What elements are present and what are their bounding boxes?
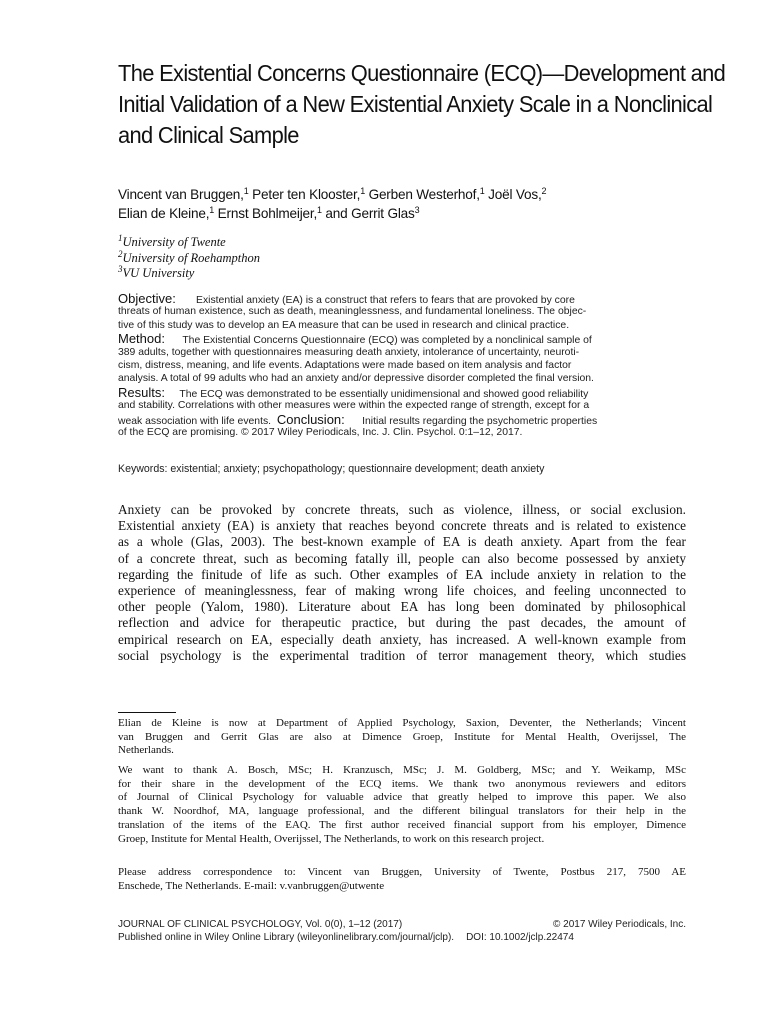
body-line: regarding the finitude of life as such. Other examples of EA include anxiety in relation to the [118, 566, 686, 582]
page-footer [118, 918, 686, 944]
body-line: social psychology is the experimental tradition of terror management theory, which studies [118, 647, 686, 663]
doi: DOI: 10.1002/jclp.22474 [466, 932, 574, 943]
body-line: empirical research on EA, especially death anxiety, has increased. A well-known example from [118, 631, 686, 647]
author: Peter ten Klooster,$^1$ [252, 186, 365, 202]
journal-citation: JOURNAL OF CLINICAL PSYCHOLOGY, Vol. 0(0), 1–12 (2017) [118, 919, 403, 930]
paper-title [118, 58, 726, 151]
author: Gerben Westerhof,$^1$ [368, 186, 485, 202]
abstract-line: tive of this study was to develop an EA measure that can be used in research and clinical practice. [118, 319, 570, 331]
author: and Gerrit Glas$^3$ [325, 205, 420, 221]
footnote-line: van Bruggen and Gerrit Glas are also at Dimence Groep, Institute for Mental Health, Overijssel, The [118, 730, 686, 743]
footnote-line: Enschede, The Netherlands. E-mail: v.vanbruggen@utwente [118, 879, 385, 892]
title-line: Initial Validation of a New Existential Anxiety Scale in a Nonclinical [118, 91, 713, 117]
body-line: other people (Yalom, 1980). Literature about EA has long been dominated by philosophical [118, 599, 686, 615]
keywords: Keywords: existential; anxiety; psychopathology; questionnaire development; death anxiety [118, 463, 545, 475]
body-line: experience of meaninglessness, fear of making wrong life choices, and feeling unconnected to [118, 582, 686, 598]
body-line: Anxiety can be provoked by concrete threats, such as violence, illness, or social exclusion. [118, 502, 686, 517]
footnote-divider [118, 712, 176, 713]
abstract-line: analysis. A total of 99 adults who had an anxiety and/or depressive disorder completed the final version. [118, 373, 594, 385]
footer-row [118, 918, 686, 931]
author-line-1 [118, 185, 686, 204]
body-line: of a concrete threat, such as becoming fatally ill, people can also become possessed by anxiety [118, 550, 686, 566]
footnotes [118, 717, 686, 894]
abstract-line: Method: The Existential Concerns Questionnaire (ECQ) was completed by a nonclinical sample of [118, 331, 592, 347]
affiliation: $^1$University of Twente [118, 233, 226, 249]
abstract-line: Objective: Existential anxiety (EA) is a construct that refers to fears that are provoked by core [118, 291, 575, 306]
body-line: Existential anxiety (EA) is anxiety that reaches beyond concrete threats and is related to existence [118, 518, 686, 534]
footnote-line: of Journal of Clinical Psychology for valuable advice that greatly helped to improve this paper. We also [118, 791, 686, 804]
abstract [118, 292, 686, 439]
affiliation: $^3$VU University [118, 264, 195, 280]
abstract-line: 389 adults, together with questionnaires measuring death anxiety, intolerance of uncertainty, neuroti- [118, 346, 580, 358]
footnote-line: for their share in the development of the ECQ items. We thank two anonymous reviewers and editors [118, 777, 686, 790]
author-list [118, 185, 686, 223]
author-line-2 [118, 204, 686, 223]
footnote-line: Elian de Kleine is now at Department of Applied Psychology, Saxion, Deventer, the Netherlands; Vincent [118, 717, 686, 729]
footer-row [118, 931, 686, 944]
objective-label: Objective: [118, 291, 176, 306]
conclusion-label: Conclusion: [276, 411, 345, 427]
footnote-line: thank W. Noordhof, MA, language professional, and the different bilingual translators for their help in the [118, 805, 686, 818]
author: Ernst Bohlmeijer,$^1$ [217, 205, 322, 221]
affiliation: $^2$University of Roehampthon [118, 248, 260, 265]
body-line: reflection and advice for therapeutic practice, but during the past decades, the amount of [118, 615, 686, 631]
abstract-line: weak association with life events. Conclusion: Initial results regarding the psychometric properties [118, 411, 598, 427]
results-label: Results: [118, 384, 165, 400]
footnote-line: Groep, Institute for Mental Health, Overijssel, The Netherlands, to work on this research project. [118, 832, 545, 845]
body-line: as a whole (Glas, 2003). The best-known example of EA is death anxiety. Apart from the fear [118, 534, 686, 550]
abstract-line: Results: The ECQ was demonstrated to be essentially unidimensional and showed good reliability [118, 384, 589, 400]
copyright: © 2017 Wiley Periodicals, Inc. [553, 919, 686, 930]
author: Vincent van Bruggen,$^1$ [118, 186, 249, 202]
footnote-line: We want to thank A. Bosch, MSc; H. Kranzusch, MSc; J. M. Goldberg, MSc; and Y. Weikamp, MSc [118, 764, 686, 777]
footnote-line: Netherlands. [118, 744, 174, 757]
abstract-line: and stability. Correlations with other measures were within the expected range of strength, except for a [118, 400, 590, 412]
author: Joël Vos,$^2$ [488, 186, 547, 202]
affiliations [118, 235, 260, 282]
abstract-line: threats of human existence, such as death, meaninglessness, and fundamental loneliness. The objec- [118, 306, 587, 318]
method-label: Method: [118, 331, 165, 347]
title-line: and Clinical Sample [118, 122, 299, 148]
footnote-line: translation of the items of the EAQ. The first author received financial support from his employer, Dimence [118, 818, 686, 831]
abstract-line: cism, distress, meaning, and life events. Adaptations were made based on item analysis and factor [118, 359, 572, 371]
author: Elian de Kleine,$^1$ [118, 205, 215, 221]
body-paragraph [118, 502, 686, 664]
published-online: Published online in Wiley Online Library (wileyonlinelibrary.com/journal/jclp). [118, 932, 455, 943]
abstract-line: of the ECQ are promising. © 2017 Wiley Periodicals, Inc. J. Clin. Psychol. 0:1–12, 2017. [118, 426, 523, 438]
footnote-line: Please address correspondence to: Vincent van Bruggen, University of Twente, Postbus 217, 7500 AE [118, 866, 686, 879]
title-line: The Existential Concerns Questionnaire (ECQ)—Development and [118, 60, 726, 86]
